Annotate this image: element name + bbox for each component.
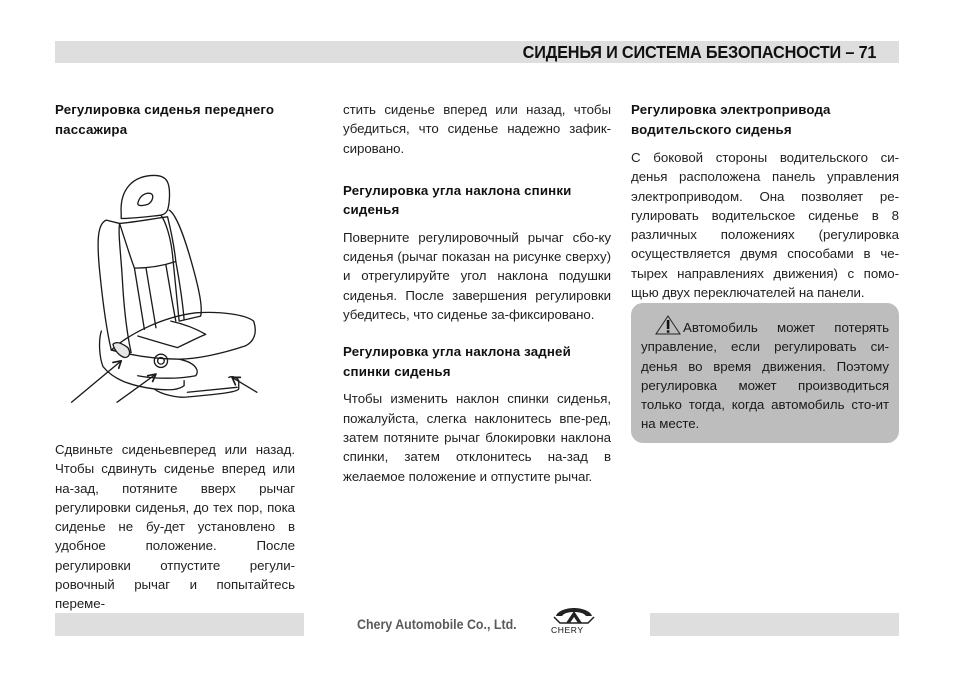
heading-electric-seat: Регулировка электропривода водительского сиденья	[631, 102, 831, 137]
seat-lever	[113, 343, 130, 358]
backrest-channel-2	[146, 268, 156, 328]
column-3	[631, 100, 899, 302]
cushion-seam-1	[138, 336, 178, 348]
footer-company: Chery Automobile Co., Ltd.	[357, 617, 517, 632]
cushion-seam-3	[177, 334, 205, 347]
warning-box	[631, 303, 899, 443]
seat-rail	[187, 387, 237, 392]
backrest-channel-1	[134, 268, 144, 329]
header-bar	[55, 41, 899, 63]
headrest	[121, 175, 169, 218]
column-2	[343, 100, 611, 486]
column-1-text	[55, 440, 295, 614]
footer-bar-right	[650, 613, 899, 636]
paragraph-passenger-seat: Сдвиньте сиденьевперед или назад. Чтобы сдвинуть сиденье вперед или на-зад, потяните вверх рычаг регулировки сиденья, до тех пор, пока сиденье не бу-дет установлено в удобное положение. После регулировки отпустите регули-ровочный рычаг и попытайтесь переме-	[55, 442, 295, 612]
heading-back-angle: Регулировка угла наклона спинки сиденья	[343, 182, 572, 218]
headrest-hole	[138, 193, 153, 205]
seat-cushion	[111, 312, 255, 359]
paragraph-rear-back: Чтобы изменить наклон спинки сиденья, пожалуйста, слегка наклонитесь впе-ред, затем потяните рычаг блокировки наклона спинки, затем отклонитесь на-зад в желаемое положение и отпустите рычаг.	[343, 391, 611, 484]
paragraph-back-angle: Поверните регулировочный рычаг сбо-ку сиденья (рычаг показан на рисунке сверху) и отрегулируйте угол наклона подушки сиденья. После завершения регулировки убедитесь, что сиденье за-фиксировано.	[343, 229, 611, 323]
backrest-channel-4	[176, 262, 184, 320]
paragraph-continuation: стить сиденье вперед или назад, чтобы убедиться, что сиденье надежно зафик-сировано.	[343, 102, 611, 156]
chery-logo-text: CHERY	[551, 625, 584, 635]
car-seat-illustration	[55, 143, 295, 433]
backrest-center	[120, 217, 176, 268]
footer-bar-left	[55, 613, 304, 636]
heading-passenger-seat: Регулировка сиденья переднего пассажира	[55, 102, 275, 137]
arrow-lever	[72, 361, 122, 402]
warning-text: Автомобиль может потерять управление, если регулировать си-денья во время движения. Поэтому регулировка может производиться только тогда, когда автомобиль сто-ит на месте.	[641, 320, 889, 432]
recline-knob	[154, 354, 167, 367]
backrest-outer	[98, 220, 131, 352]
backrest-right	[161, 210, 201, 321]
heading-rear-back: Регулировка угла наклона задней спинки сиденья	[343, 344, 571, 379]
column-1	[55, 100, 295, 139]
seat-side	[100, 331, 185, 390]
cushion-seam-2	[171, 321, 206, 334]
page-title: СИДЕНЬЯ И СИСТЕМА БЕЗОПАСНОСТИ – 71	[522, 42, 876, 62]
paragraph-electric-seat: С боковой стороны водительского си-денья расположена панель управления электроприводом. Она позволяет ре-гулировать водительское сиденье в 8 различных положениях (регулировка осуществляется двумя способами в че-тырех направлениях движения) с помо-щью двух переключателей на панели.	[631, 150, 899, 301]
warning-paragraph	[641, 315, 889, 434]
warning-triangle-icon	[655, 315, 681, 335]
seat-base	[154, 377, 238, 398]
